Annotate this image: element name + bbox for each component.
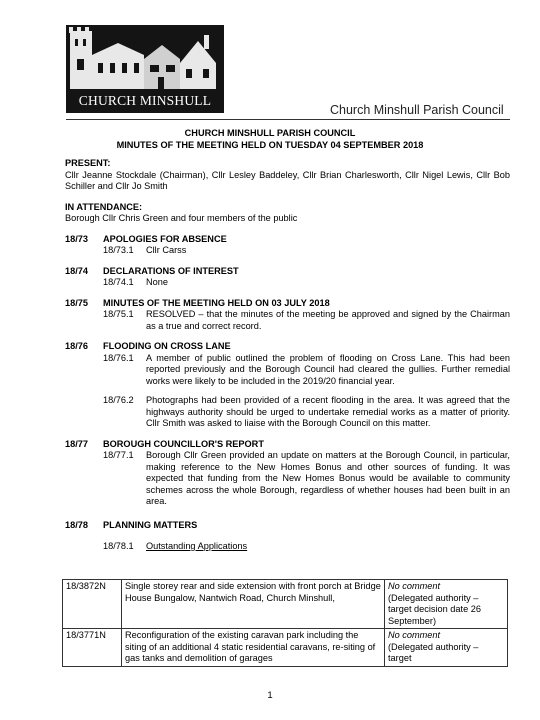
minute-item [103, 245, 510, 257]
table-row [63, 629, 508, 667]
section-number: 18/75 [65, 297, 88, 308]
item-number: 18/74.1 [103, 277, 134, 287]
table-row [63, 580, 508, 629]
application-ref: 18/3771N [63, 629, 122, 667]
section-apologies [65, 234, 510, 257]
title-line-1: CHURCH MINSHULL PARISH COUNCIL [184, 128, 356, 138]
application-description: Single storey rear and side extension with front porch at Bridge House Bungalow, Nantwich Road, Church Minshull, [122, 580, 385, 629]
minute-item [103, 450, 510, 508]
minute-item [103, 309, 510, 332]
minute-item [103, 395, 510, 430]
item-text: RESOLVED – that the minutes of the meeting be approved and signed by the Chairman as a true and correct record. [146, 309, 510, 331]
page-number: 1 [267, 690, 273, 701]
section-heading [65, 341, 510, 353]
section-heading [65, 298, 510, 310]
item-number: 18/76.2 [103, 395, 134, 405]
section-declarations [65, 266, 510, 289]
section-number: 18/77 [65, 438, 88, 449]
application-status-cell [385, 580, 508, 629]
section-previous-minutes [65, 298, 510, 333]
minute-item [103, 541, 510, 553]
logo-text: CHURCH MINSHULL [78, 93, 212, 109]
section-heading [65, 266, 510, 278]
section-heading [65, 234, 510, 246]
section-title: DECLARATIONS OF INTEREST [103, 265, 239, 276]
section-title: PLANNING MATTERS [103, 519, 198, 530]
section-heading [65, 439, 510, 451]
section-title: BOROUGH COUNCILLOR'S REPORT [103, 438, 264, 449]
present-text: Cllr Jeanne Stockdale (Chairman), Cllr Lesley Baddeley, Cllr Brian Charlesworth, Cllr Nigel Lewis, Cllr Bob Schiller and Cllr Jo Smith [65, 169, 510, 191]
minutes-body [65, 158, 510, 553]
application-description: Reconfiguration of the existing caravan park including the siting of an additional 4 static residential caravans, re-siting of gas tanks and demolition of garages [122, 629, 385, 667]
minute-item [103, 353, 510, 388]
present-label: PRESENT: [65, 158, 111, 168]
section-heading [65, 520, 510, 532]
item-text: None [146, 277, 168, 287]
title-line-2: MINUTES OF THE MEETING HELD ON TUESDAY 04 SEPTEMBER 2018 [116, 139, 424, 150]
section-number: 18/76 [65, 341, 88, 351]
section-title: APOLOGIES FOR ABSENCE [103, 233, 227, 244]
application-status-cell [385, 629, 508, 667]
church-minshull-logo [66, 25, 224, 113]
item-text: Cllr Carss [146, 245, 187, 255]
section-planning [65, 520, 510, 553]
application-note: (Delegated authority – target decision date 26 September) [388, 592, 481, 626]
item-number: 18/78.1 [103, 541, 134, 551]
attendance-block [65, 202, 510, 225]
section-number: 18/78 [65, 519, 88, 530]
section-borough-report [65, 439, 510, 508]
document-title [0, 128, 540, 152]
item-number: 18/73.1 [103, 245, 134, 255]
present-block [65, 158, 510, 193]
section-number: 18/73 [65, 233, 88, 244]
item-number: 18/77.1 [103, 450, 134, 460]
applications-table [62, 579, 508, 667]
header-rule [66, 119, 510, 120]
item-text: Borough Cllr Green provided an update on matters at the Borough Council, in particular, making reference to the New Homes Bonus and other sources of funding. It was expected that funding from the New Homes Bonus would be available to community schemes across the whole Borough, regardless of whether houses had been built in an area. [146, 450, 510, 506]
item-number: 18/76.1 [103, 352, 134, 363]
application-status: No comment [388, 630, 441, 640]
item-text: Outstanding Applications [146, 541, 248, 551]
minute-item [103, 277, 510, 289]
application-ref: 18/3872N [63, 580, 122, 629]
application-note: (Delegated authority – target [388, 641, 479, 663]
item-text: Photographs had been provided of a recent flooding in the area. It was agreed that the highways authority should be urged to undertake remedial works as a matter of priority. Cllr Smith was asked to liaise with the Borough Council on this matter. [146, 395, 510, 428]
application-status: No comment [388, 581, 441, 591]
section-title: MINUTES OF THE MEETING HELD ON 03 JULY 2018 [103, 297, 330, 308]
attendance-text: Borough Cllr Chris Green and four members of the public [65, 213, 298, 223]
item-number: 18/75.1 [103, 309, 134, 319]
section-flooding [65, 341, 510, 430]
item-text: A member of public outlined the problem of flooding on Cross Lane. This had been reported previously and the Borough Council had cleared the gullies. Further remedial works were likely to be included in the 2019/20 financial year. [146, 352, 510, 386]
section-number: 18/74 [65, 265, 88, 276]
council-name: Church Minshull Parish Council [330, 103, 504, 117]
section-title: FLOODING ON CROSS LANE [103, 341, 231, 351]
attendance-label: IN ATTENDANCE: [65, 201, 143, 212]
